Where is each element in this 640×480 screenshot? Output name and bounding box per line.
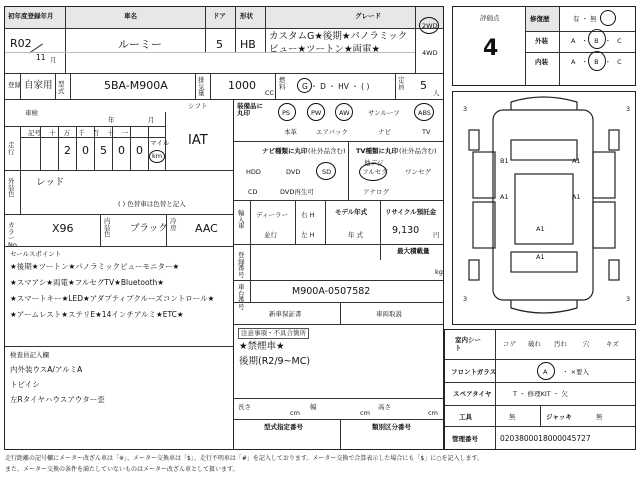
- max-load-kg: kg: [435, 268, 443, 276]
- import-label: 輸入車: [238, 209, 245, 230]
- manual-label: 車両取説: [376, 310, 402, 318]
- first-reg-era: R02: [10, 37, 32, 50]
- grade-line-1: カスタムG★後期★パノラミック: [269, 31, 408, 42]
- color-change-note: ( ) 色替車は色替と記入: [118, 200, 186, 208]
- doors-label: ドア: [213, 12, 226, 20]
- points-line-4: ★アームレスト★ステリE★14インチアルミ★ETC★: [10, 310, 184, 319]
- recycle-value: 9,130: [392, 225, 420, 236]
- height-label: 高さ: [378, 403, 391, 411]
- navi-cd: CD: [248, 188, 258, 196]
- repair-options: 有 ・ 無: [573, 15, 597, 23]
- category-label: 類別区分番号: [372, 423, 411, 431]
- diag-label-4: A1: [572, 157, 581, 165]
- diag-label-3: B1: [500, 157, 509, 165]
- mileage-digit-4: 0: [118, 144, 125, 157]
- footer-line-2: また、メーター交換の条件を満たしていないものはメーター改ざん車として扱います。: [5, 466, 239, 473]
- recycle-yen: 円: [433, 231, 440, 239]
- first-reg-label: 初年度登録年月: [8, 12, 54, 20]
- sheet-label: 室内シート: [455, 336, 481, 353]
- unit-header: 記号 十 万 千 百 十 一: [28, 129, 129, 137]
- car-name: ルーミー: [118, 38, 162, 51]
- car-diagram: [453, 92, 635, 324]
- inspector-line-2: トビイシ: [10, 380, 40, 389]
- jack-label: ジャッキ: [546, 413, 572, 421]
- navi-dvd-play: DVD再生可: [280, 188, 314, 196]
- spare-items: T ・ 修理KIT ・ 欠: [513, 390, 568, 398]
- diag-label-5: A1: [500, 193, 509, 201]
- diag-label-7: A1: [536, 225, 545, 233]
- recycle-label: リサイクル預託金: [385, 208, 437, 216]
- fuel-options: G ・ D ・ HV ・ ( ): [302, 82, 370, 91]
- shift-label: シフト: [188, 102, 208, 110]
- color-no-value: X96: [52, 222, 74, 235]
- mileage-digit-3: 5: [100, 144, 107, 157]
- repair-label: 修復歴: [530, 15, 550, 23]
- aircon-label: 冷房: [170, 217, 177, 232]
- drive-2wd: 2WD: [422, 22, 438, 30]
- shape-value: HB: [240, 38, 256, 51]
- tv-analog: アナログ: [363, 188, 389, 196]
- mileage-digit-2: 0: [82, 144, 89, 157]
- mileage-label: 走行: [8, 141, 15, 156]
- reg-no-label: 登録番号: [238, 251, 245, 279]
- exterior-color-value: レッド: [36, 177, 65, 188]
- exterior-color-label: 外装色: [8, 177, 15, 198]
- displacement-label: 排気量: [198, 76, 205, 97]
- sheet-koge: コゲ: [503, 340, 516, 348]
- width-cm: cm: [360, 409, 370, 417]
- spare-label: スペアタイヤ: [453, 390, 492, 398]
- shaken-month-unit: 月: [148, 116, 155, 124]
- exterior-grade-options: A ・ B ・ C: [571, 37, 622, 45]
- tv-title: TV種類に丸印: [356, 147, 398, 155]
- aircon-value: AAC: [195, 222, 218, 235]
- equip-pw: PW: [311, 109, 322, 117]
- grade-line-2: ビュー★ツートン★両電★: [269, 44, 381, 55]
- footer-line-1: 走行距離の記号欄にメーター改ざん車は「※」、メーター交換車は「$」、走行不明車は「#」を記入しております。メーター交換で合算表示した場合にも「$」に○を記入します。: [5, 455, 483, 462]
- use-value: 自家用: [24, 80, 53, 91]
- equip-tv: TV: [422, 128, 431, 136]
- shaken-year-unit: 年: [108, 116, 115, 124]
- cc-unit: CC: [265, 89, 275, 97]
- equip-airbag: エアバック: [316, 128, 348, 136]
- fuel-label: 燃料: [279, 76, 286, 91]
- shape-label: 形状: [240, 12, 253, 20]
- model-type-label: 型式: [58, 80, 65, 95]
- capacity-value: 5: [420, 79, 427, 92]
- height-cm: cm: [428, 409, 438, 417]
- type-no-label: 型式指定番号: [264, 423, 303, 431]
- diag-label-2: 3: [626, 105, 631, 113]
- repair-none-circle: [600, 10, 616, 26]
- diag-label-6: A1: [572, 193, 581, 201]
- notes-title: 注意事項・不具合箇所: [238, 328, 309, 339]
- first-reg-month: 11: [36, 53, 46, 62]
- glass-value: A: [543, 368, 548, 376]
- first-reg-month-unit: 月: [50, 56, 57, 64]
- other-label: 並行: [264, 231, 277, 239]
- interior-b-circle: [588, 51, 606, 71]
- km-label: km: [152, 152, 163, 160]
- inspector-line-3: 左Rタイヤハウスアウター歪: [10, 395, 105, 404]
- sheet-yabure: 破れ: [528, 340, 541, 348]
- points-line-2: ★スマアシ★両電★フルセグTV★Bluetooth★: [10, 278, 164, 287]
- model-year-label: モデル年式: [335, 208, 368, 216]
- capacity-label: 定員: [398, 76, 405, 91]
- doors-value: 5: [216, 38, 223, 51]
- jack-value: 無: [596, 413, 603, 421]
- interior-grade-label: 内装: [535, 58, 548, 66]
- navi-sd: SD: [322, 168, 332, 176]
- sheet-ana: 穴: [583, 340, 590, 348]
- tv-digital: 地デジ: [364, 159, 384, 167]
- equip-abs: ABS: [418, 109, 431, 117]
- mileage-digit-1: 2: [64, 144, 71, 157]
- length-cm: cm: [290, 409, 300, 417]
- score-value: 4: [483, 36, 499, 61]
- equip-sunroof: サンルーフ: [368, 109, 400, 117]
- equip-leather: 本革: [284, 128, 297, 136]
- right-handle: 右 H: [301, 211, 315, 219]
- diag-label-10: 3: [626, 295, 631, 303]
- reg-type-label: 登録: [8, 81, 21, 89]
- car-name-label: 車名: [124, 12, 137, 20]
- mile-label: マイル: [150, 139, 170, 147]
- exterior-grade-label: 外装: [535, 37, 548, 45]
- tool-value: 無: [509, 413, 516, 421]
- equipment-title: 装備品に丸印: [237, 102, 263, 118]
- diag-label-8: A1: [536, 253, 545, 261]
- model-type-value: 5BA-M900A: [104, 79, 168, 92]
- new-car-warranty: 新車保証書: [269, 310, 302, 318]
- equip-aw: AW: [339, 109, 350, 117]
- displacement-value: 1000: [228, 79, 256, 92]
- capacity-unit: 人: [433, 89, 440, 97]
- tool-label: 工具: [459, 413, 472, 421]
- shift-value: IAT: [188, 133, 208, 148]
- interior-grade-options: A ・ B ・ C: [571, 58, 622, 66]
- length-label: 長さ: [238, 403, 251, 411]
- notes-line-2: 後期(R2/9~MC): [239, 356, 311, 367]
- interior-color-value: ブラック: [130, 223, 168, 234]
- points-title: セールスポイント: [10, 250, 62, 258]
- score-label: 評価点: [480, 14, 500, 22]
- navi-note: (社外品含む): [308, 147, 346, 155]
- interior-color-label: 内装色: [104, 217, 111, 238]
- diag-label-1: 3: [463, 105, 468, 113]
- sheet-kizu: キズ: [606, 340, 619, 348]
- chassis-label: 車台番号: [238, 283, 245, 311]
- left-handle: 左 H: [301, 231, 315, 239]
- chassis-value: M900A-0507582: [292, 286, 371, 297]
- points-line-3: ★スマートキー★LED★アダプティブクルーズコントロール★: [10, 294, 215, 303]
- navi-dvd: DVD: [286, 168, 301, 176]
- mileage-digit-5: 0: [136, 144, 143, 157]
- exterior-b-circle: [588, 29, 606, 49]
- navi-hdd: HDD: [246, 168, 261, 176]
- tv-fullseg: フルセグ: [362, 168, 388, 176]
- model-year-unit: 年 式: [348, 231, 364, 239]
- diag-label-9: 3: [463, 295, 468, 303]
- mgmt-label: 管理番号: [452, 435, 478, 443]
- tv-oneseg: ワンセグ: [405, 168, 431, 176]
- shaken-label: 車検: [25, 109, 38, 117]
- drive-4wd: 4WD: [422, 49, 438, 57]
- notes-line-1: ★禁煙車★: [239, 341, 285, 352]
- sheet-yogore: 汚れ: [554, 340, 567, 348]
- width-label: 幅: [310, 403, 317, 411]
- fuel-g-circle: [297, 78, 312, 93]
- points-line-1: ★後期★ツートン★パノラミックビューモニター★: [10, 262, 180, 271]
- inspector-title: 検査員記入欄: [10, 351, 49, 359]
- inspector-line-1: 内外装ウスA/アルミA: [10, 365, 83, 374]
- color-no-label: カラーNo: [8, 221, 17, 249]
- max-load-label: 最大積載量: [397, 247, 430, 255]
- equip-navi: ナビ: [378, 128, 391, 136]
- dealer-label: ディーラー: [256, 211, 288, 219]
- grade-label: グレード: [355, 12, 381, 20]
- navi-title: ナビ種類に丸印: [262, 147, 308, 155]
- glass-label: フロントガラス: [451, 368, 497, 376]
- mgmt-value: 0203800018000045727: [500, 434, 591, 443]
- tv-note: (社外品含む): [399, 147, 437, 155]
- equip-ps: PS: [282, 109, 291, 117]
- glass-note: ・ ×要入: [562, 368, 590, 376]
